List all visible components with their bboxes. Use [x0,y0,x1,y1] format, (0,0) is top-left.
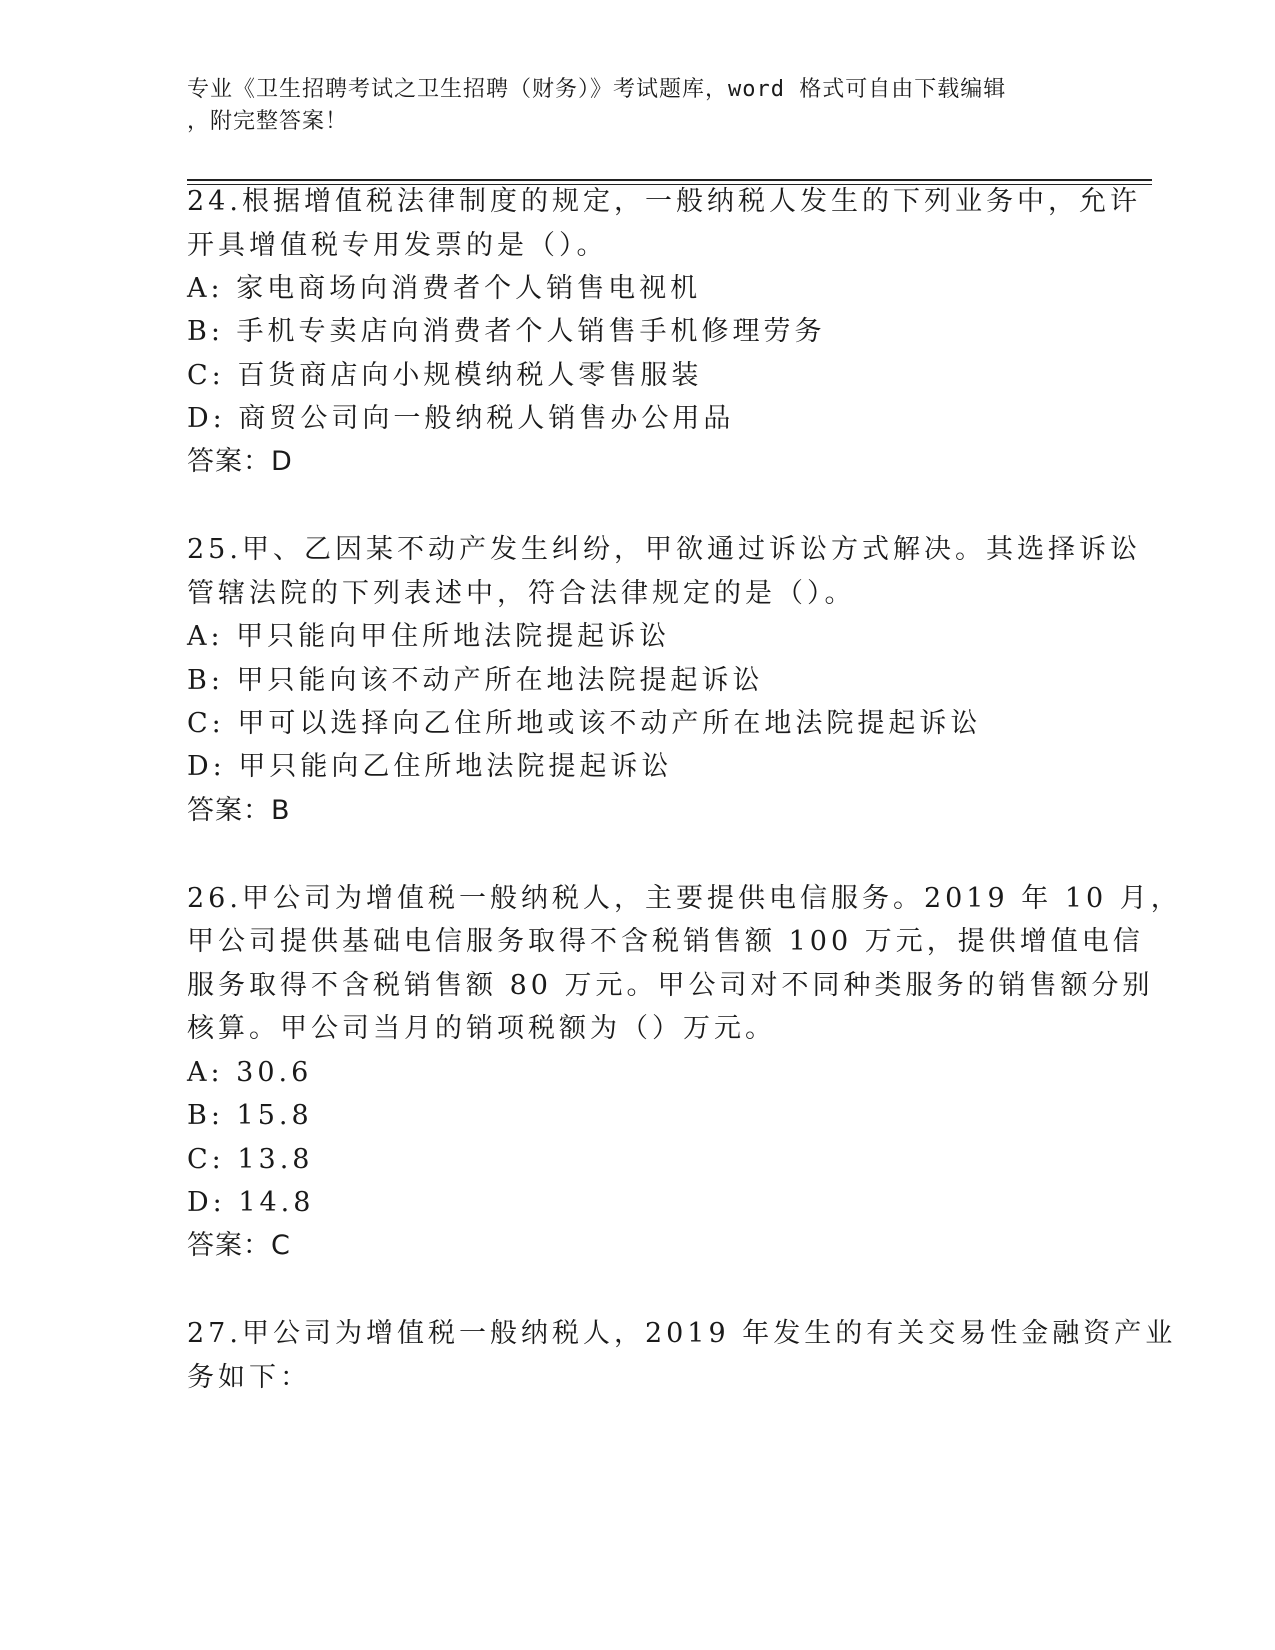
question-24-stem-line-2: 开具增值税专用发票的是（）。 [187,230,608,261]
header-line-1: 专业《卫生招聘考试之卫生招聘（财务）》考试题库，word 格式可自由下载编辑 [187,77,1007,102]
header-line-2: ，附完整答案！ [187,109,349,134]
question-24-option-c: C: 百货商店向小规模纳税人零售服装 [187,360,703,391]
question-26-option-d: D: 14.8 [187,1187,315,1218]
question-24-option-a: A: 家电商场向消费者个人销售电视机 [187,273,702,304]
question-24-answer: 答案：D [187,446,293,477]
question-24-stem-line-1: 24.根据增值税法律制度的规定，一般纳税人发生的下列业务中，允许 [187,186,1141,217]
question-25-option-d: D: 甲只能向乙住所地法院提起诉讼 [187,751,673,782]
question-25-answer: 答案：B [187,795,291,826]
question-25-option-c: C: 甲可以选择向乙住所地或该不动产所在地法院提起诉讼 [187,708,982,739]
question-26-option-b: B: 15.8 [187,1100,313,1131]
question-25-option-a: A: 甲只能向甲住所地法院提起诉讼 [187,621,671,652]
question-27-stem-line-2: 务如下： [187,1362,311,1393]
question-24-option-b: B: 手机专卖店向消费者个人销售手机修理劳务 [187,316,826,347]
question-26-stem-line-2: 甲公司提供基础电信服务取得不含税销售额 100 万元，提供增值电信 [187,926,1144,957]
question-25-option-b: B: 甲只能向该不动产所在地法院提起诉讼 [187,665,764,696]
document-header [187,74,1067,138]
question-26-stem-line-1: 26.甲公司为增值税一般纳税人，主要提供电信服务。2019 年 10 月， [187,883,1182,914]
question-25-stem-line-2: 管辖法院的下列表述中，符合法律规定的是（）。 [187,578,856,609]
question-26-option-a: A: 30.6 [187,1057,313,1088]
question-26-answer: 答案：C [187,1230,291,1261]
question-24-option-d: D: 商贸公司向一般纳税人销售办公用品 [187,403,735,434]
header-divider-thick [187,179,1152,181]
question-27-stem-line-1: 27.甲公司为增值税一般纳税人，2019 年发生的有关交易性金融资产业 [187,1318,1177,1349]
question-26-stem-line-3: 服务取得不含税销售额 80 万元。甲公司对不同种类服务的销售额分别 [187,970,1154,1001]
question-26-stem-line-4: 核算。甲公司当月的销项税额为（）万元。 [187,1013,776,1044]
question-26-option-c: C: 13.8 [187,1144,314,1175]
question-25-stem-line-1: 25.甲、乙因某不动产发生纠纷，甲欲通过诉讼方式解决。其选择诉讼 [187,534,1141,565]
